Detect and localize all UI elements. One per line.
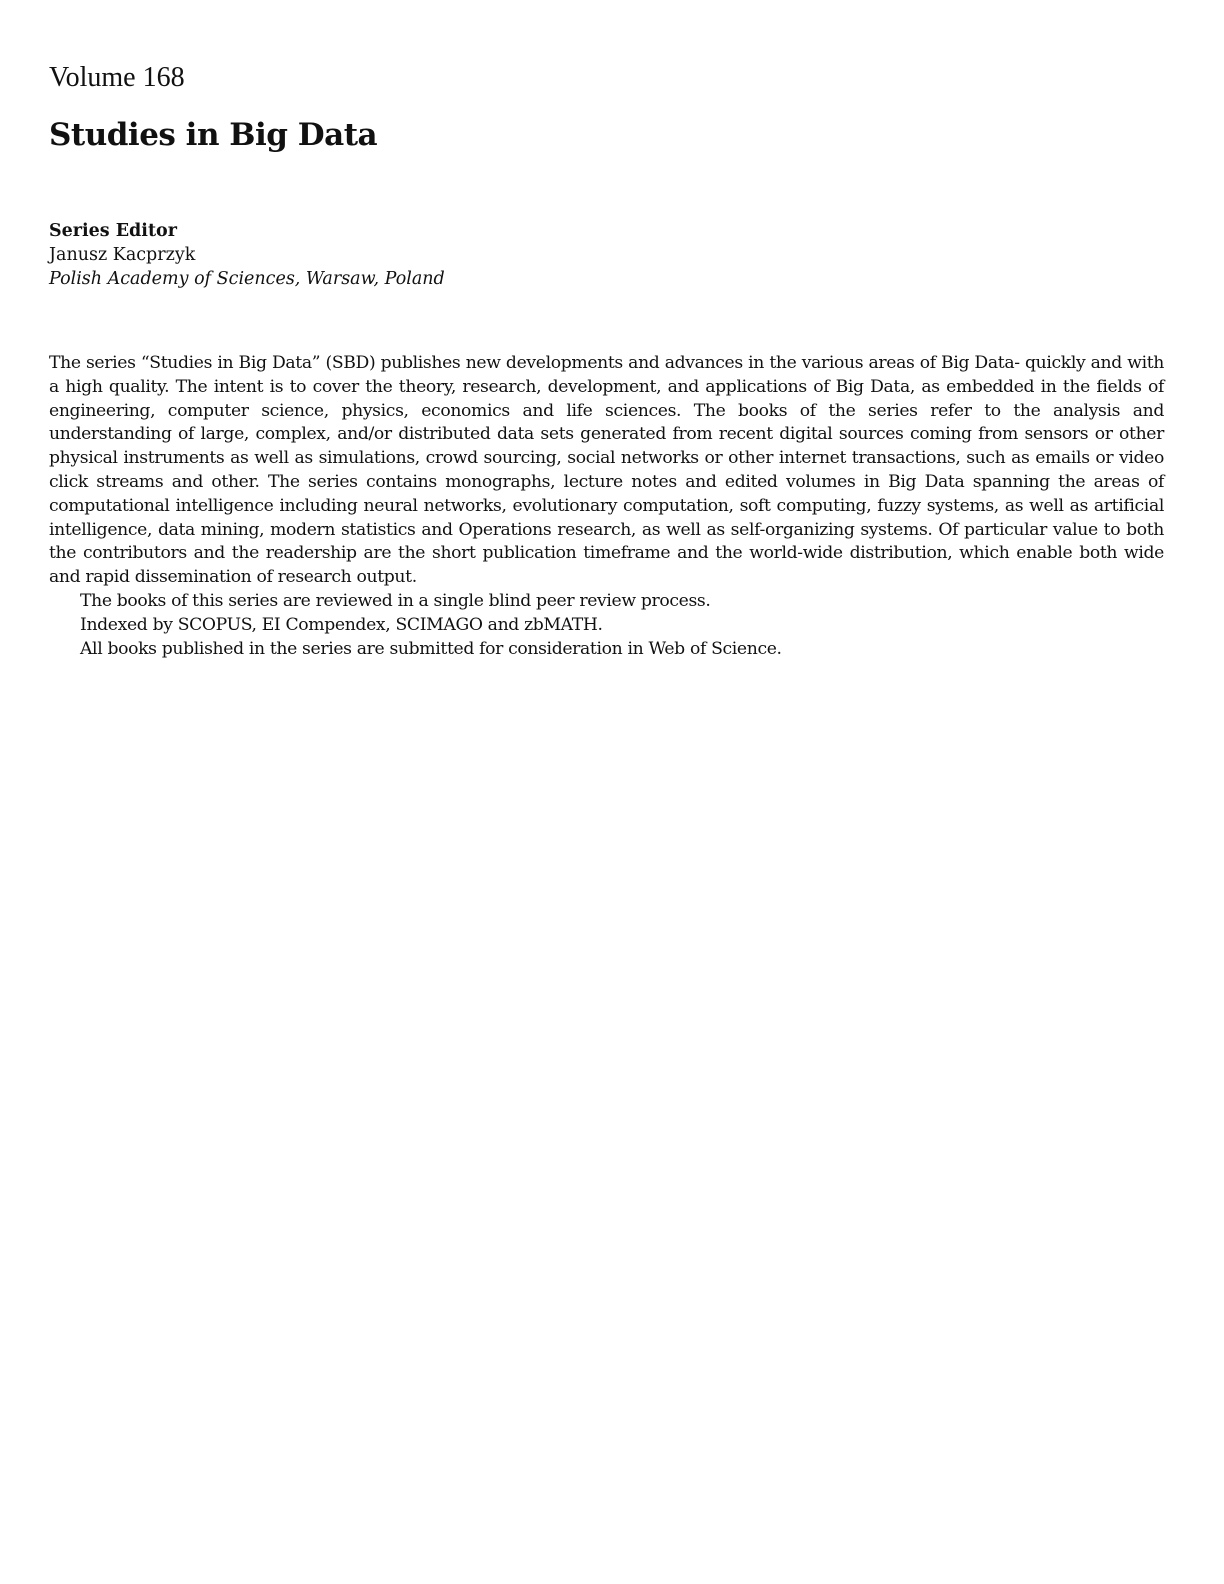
series-description: The series “Studies in Big Data” (SBD) publishes new developments and advances in the various areas of Big Data- quickly and with a high quality. The intent is to cover the theory, research, development, and applications of Big Data, as embedded in the fields of engineering, computer science, physics, economics and life sciences. The books of the series refer to the analysis and understanding of large, complex, and/or distributed data sets generated from recent digital sources coming from sensors or other physical instruments as well as simulations, crowd sourcing, social networks or other internet transactions, such as emails or video click streams and other. The series contains monographs, lecture notes and edited volumes in Big Data spanning the areas of computational intelligence including neural networks, evolutionary computation, soft computing, fuzzy systems, as well as artificial intelligence, data mining, modern statistics and Operations research, as well as self-organizing systems. Of particular value to both the contributors and the readership are the short publication timeframe and the world-wide distribution, which enable both wide and rapid dissemination of research output. — [49, 353, 1164, 588]
volume-label: Volume 168 — [49, 62, 185, 93]
web-of-science-note: All books published in the series are submitted for consideration in Web of Science. — [80, 639, 782, 659]
review-note: The books of this series are reviewed in a single blind peer review process. — [80, 591, 711, 611]
indexing-note: Indexed by SCOPUS, EI Compendex, SCIMAGO and zbMATH. — [80, 615, 603, 635]
editor-affiliation: Polish Academy of Sciences, Warsaw, Poland — [49, 269, 445, 289]
series-editor-block — [49, 219, 445, 291]
series-title: Studies in Big Data — [49, 117, 378, 153]
editor-name: Janusz Kacprzyk — [49, 245, 196, 265]
editor-label: Series Editor — [49, 221, 177, 241]
